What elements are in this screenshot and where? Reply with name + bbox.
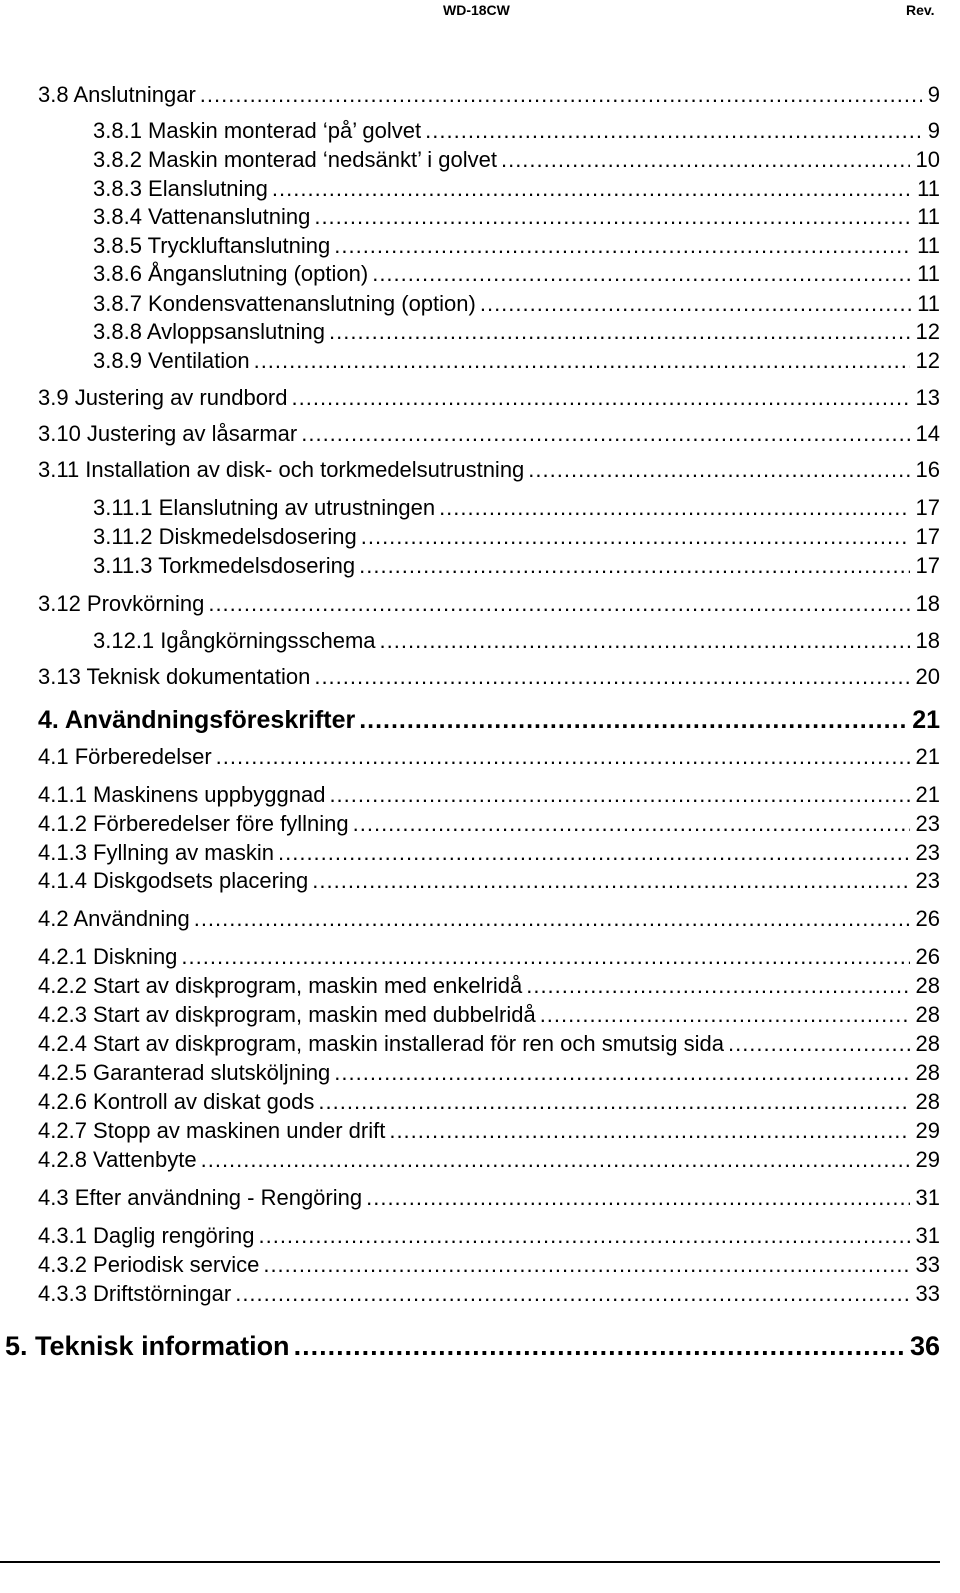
toc-entry-page: 17 bbox=[915, 524, 940, 549]
toc-leader bbox=[353, 810, 910, 838]
toc-entry-title: 3.8.4 Vattenanslutning bbox=[93, 204, 311, 229]
toc-entry[interactable] bbox=[93, 175, 940, 203]
toc-entry-title: 4.2.6 Kontroll av diskat gods bbox=[38, 1089, 315, 1114]
toc-entry-page: 26 bbox=[915, 906, 940, 931]
toc-leader bbox=[294, 1329, 904, 1363]
toc-entry-title: 3.11 Installation av disk- och torkmedelsutrustning bbox=[38, 457, 525, 482]
toc-entry-title: 3.8.5 Tryckluftanslutning bbox=[93, 233, 331, 258]
toc-entry-page: 14 bbox=[915, 421, 940, 446]
toc-entry[interactable] bbox=[93, 494, 940, 522]
toc-entry[interactable] bbox=[38, 420, 940, 448]
toc-entry-page: 18 bbox=[915, 591, 940, 616]
toc-leader bbox=[258, 1222, 909, 1250]
toc-entry[interactable] bbox=[38, 972, 940, 1000]
toc-leader bbox=[216, 743, 910, 771]
toc-entry-title: 3.8.3 Elanslutning bbox=[93, 176, 268, 201]
toc-entry-title: 3.8.9 Ventilation bbox=[93, 348, 250, 373]
toc-entry-page: 33 bbox=[915, 1281, 940, 1306]
toc-leader bbox=[425, 117, 922, 145]
toc-leader bbox=[263, 1251, 909, 1279]
toc-entry-title: 4.1.3 Fyllning av maskin bbox=[38, 840, 274, 865]
toc-leader bbox=[334, 1059, 909, 1087]
toc-entry-title: 4.1.2 Förberedelser före fyllning bbox=[38, 811, 349, 836]
toc-entry-title: 4.2.8 Vattenbyte bbox=[38, 1147, 197, 1172]
toc-entry-title: 3.10 Justering av låsarmar bbox=[38, 421, 298, 446]
toc-leader bbox=[480, 290, 911, 318]
toc-chapter-entry[interactable] bbox=[5, 1329, 940, 1363]
toc-entry[interactable] bbox=[38, 663, 940, 691]
toc-entry-page: 23 bbox=[915, 840, 940, 865]
toc-entry-page: 9 bbox=[927, 82, 940, 107]
toc-leader bbox=[540, 1001, 910, 1029]
toc-entry[interactable] bbox=[93, 627, 940, 655]
toc-leader bbox=[200, 81, 922, 109]
toc-leader bbox=[366, 1184, 909, 1212]
toc-entry-page: 23 bbox=[915, 868, 940, 893]
toc-entry-page: 28 bbox=[915, 1002, 940, 1027]
toc-entry[interactable] bbox=[38, 1088, 940, 1116]
toc-entry-page: 20 bbox=[915, 664, 940, 689]
toc-entry-title: 4.2.7 Stopp av maskinen under drift bbox=[38, 1118, 386, 1143]
toc-entry-title: 3.11.1 Elanslutning av utrustningen bbox=[93, 495, 436, 520]
toc-leader bbox=[314, 663, 909, 691]
toc-entry-page: 36 bbox=[909, 1331, 940, 1361]
toc-entry[interactable] bbox=[38, 1117, 940, 1145]
toc-leader bbox=[272, 175, 911, 203]
toc-leader bbox=[526, 972, 909, 1000]
toc-entry-page: 12 bbox=[915, 348, 940, 373]
toc-entry-title: 4.2.1 Diskning bbox=[38, 944, 178, 969]
footer-rule bbox=[0, 1561, 940, 1563]
toc-entry[interactable] bbox=[93, 117, 940, 145]
toc-leader bbox=[501, 146, 910, 174]
toc-entry[interactable] bbox=[93, 347, 940, 375]
toc-entry-page: 21 bbox=[912, 706, 940, 734]
toc-leader bbox=[208, 590, 909, 618]
toc-entry-title: 4.2.5 Garanterad slutsköljning bbox=[38, 1060, 331, 1085]
toc-entry[interactable] bbox=[38, 1030, 940, 1058]
toc-entry-title: 3.8 Anslutningar bbox=[38, 82, 196, 107]
toc-entry-page: 18 bbox=[915, 628, 940, 653]
toc-leader bbox=[329, 318, 910, 346]
toc-leader bbox=[329, 781, 909, 809]
toc-entry-page: 11 bbox=[917, 204, 940, 229]
toc-leader bbox=[361, 523, 910, 551]
toc-leader bbox=[301, 420, 909, 448]
toc-entry-page: 13 bbox=[915, 385, 940, 410]
toc-entry-page: 29 bbox=[915, 1118, 940, 1143]
toc-entry-title: 4.2 Användning bbox=[38, 906, 190, 931]
toc-entry[interactable] bbox=[38, 384, 940, 412]
toc-entry-page: 12 bbox=[915, 319, 940, 344]
toc-entry[interactable] bbox=[93, 232, 940, 260]
toc-entry-page: 28 bbox=[915, 1031, 940, 1056]
toc-entry-title: 4.3.3 Driftstörningar bbox=[38, 1281, 232, 1306]
toc-entry-page: 11 bbox=[917, 176, 940, 201]
toc-leader bbox=[201, 1146, 910, 1174]
toc-entry-title: 3.11.2 Diskmedelsdosering bbox=[93, 524, 357, 549]
toc-entry-title: 4.3.1 Daglig rengöring bbox=[38, 1223, 255, 1248]
toc-entry-page: 23 bbox=[915, 811, 940, 836]
toc-entry[interactable] bbox=[93, 552, 940, 580]
toc-entry-page: 28 bbox=[915, 1060, 940, 1085]
toc-leader bbox=[318, 1088, 909, 1116]
toc-entry[interactable] bbox=[93, 290, 940, 318]
toc-leader bbox=[312, 867, 909, 895]
toc-entry[interactable] bbox=[38, 1146, 940, 1174]
toc-entry[interactable] bbox=[38, 1251, 940, 1279]
toc-entry[interactable] bbox=[38, 867, 940, 895]
toc-entry-title: 3.8.8 Avloppsanslutning bbox=[93, 319, 325, 344]
toc-entry-page: 10 bbox=[915, 147, 940, 172]
toc-leader bbox=[254, 347, 910, 375]
toc-leader bbox=[528, 456, 909, 484]
toc-entry-title: 3.8.7 Kondensvattenanslutning (option) bbox=[93, 291, 476, 316]
toc-entry-page: 21 bbox=[915, 744, 940, 769]
toc-entry-page: 29 bbox=[915, 1147, 940, 1172]
toc-entry-page: 21 bbox=[915, 782, 940, 807]
toc-leader bbox=[372, 260, 911, 288]
toc-entry-page: 17 bbox=[915, 553, 940, 578]
toc-entry-page: 11 bbox=[917, 261, 940, 286]
toc-entry-page: 31 bbox=[915, 1223, 940, 1248]
toc-entry[interactable] bbox=[38, 1001, 940, 1029]
toc-entry-title: 4.1.1 Maskinens uppbyggnad bbox=[38, 782, 326, 807]
toc-entry[interactable] bbox=[93, 523, 940, 551]
toc-leader bbox=[380, 627, 910, 655]
toc-entry-page: 9 bbox=[927, 118, 940, 143]
toc-entry[interactable] bbox=[38, 743, 940, 771]
toc-entry-title: 4.2.3 Start av diskprogram, maskin med dubbelridå bbox=[38, 1002, 536, 1027]
toc-entry[interactable] bbox=[38, 810, 940, 838]
toc-leader bbox=[334, 232, 911, 260]
toc-entry-title: 5. Teknisk information bbox=[5, 1331, 290, 1361]
toc-entry-title: 3.12.1 Igångkörningsschema bbox=[93, 628, 376, 653]
toc-leader bbox=[389, 1117, 909, 1145]
toc-entry[interactable] bbox=[38, 943, 940, 971]
document-id: WD-18CW bbox=[443, 2, 510, 18]
toc-entry-title: 3.11.3 Torkmedelsdosering bbox=[93, 553, 356, 578]
toc-leader bbox=[728, 1030, 910, 1058]
toc-entry[interactable] bbox=[38, 839, 940, 867]
revision-label: Rev. bbox=[906, 2, 935, 18]
toc-entry-title: 4.3.2 Periodisk service bbox=[38, 1252, 260, 1277]
toc-leader bbox=[359, 552, 909, 580]
toc-leader bbox=[181, 943, 909, 971]
toc-entry-title: 4.1.4 Diskgodsets placering bbox=[38, 868, 309, 893]
toc-entry-title: 3.8.6 Ånganslutning (option) bbox=[93, 261, 369, 286]
toc-entry[interactable] bbox=[93, 260, 940, 288]
toc-leader bbox=[292, 384, 910, 412]
toc-entry[interactable] bbox=[38, 1280, 940, 1308]
toc-entry-page: 33 bbox=[915, 1252, 940, 1277]
toc-entry[interactable] bbox=[38, 1184, 940, 1212]
toc-entry-title: 3.8.1 Maskin monterad ‘på’ golvet bbox=[93, 118, 422, 143]
toc-entry-title: 4.2.2 Start av diskprogram, maskin med enkelridå bbox=[38, 973, 523, 998]
toc-leader bbox=[359, 704, 906, 736]
toc-leader bbox=[194, 905, 910, 933]
toc-entry-title: 3.13 Teknisk dokumentation bbox=[38, 664, 311, 689]
toc-entry-title: 3.12 Provkörning bbox=[38, 591, 205, 616]
toc-leader bbox=[439, 494, 909, 522]
toc-entry-page: 31 bbox=[915, 1185, 940, 1210]
toc-entry[interactable] bbox=[38, 590, 940, 618]
toc-entry[interactable] bbox=[93, 146, 940, 174]
toc-entry-title: 3.8.2 Maskin monterad ‘nedsänkt’ i golvet bbox=[93, 147, 497, 172]
toc-entry[interactable] bbox=[38, 456, 940, 484]
toc-entry-title: 4.2.4 Start av diskprogram, maskin installerad för ren och smutsig sida bbox=[38, 1031, 724, 1056]
toc-entry-page: 11 bbox=[917, 233, 940, 258]
toc-entry-page: 11 bbox=[917, 291, 940, 316]
toc-chapter-entry[interactable] bbox=[38, 704, 940, 736]
toc-entry[interactable] bbox=[38, 1222, 940, 1250]
toc-entry[interactable] bbox=[93, 318, 940, 346]
toc-entry-title: 4.3 Efter användning - Rengöring bbox=[38, 1185, 363, 1210]
toc-entry[interactable] bbox=[93, 203, 940, 231]
toc-entry-page: 17 bbox=[915, 495, 940, 520]
toc-entry[interactable] bbox=[38, 1059, 940, 1087]
toc-entry-page: 28 bbox=[915, 973, 940, 998]
toc-leader bbox=[278, 839, 910, 867]
toc-entry-title: 3.9 Justering av rundbord bbox=[38, 385, 288, 410]
toc-entry-page: 28 bbox=[915, 1089, 940, 1114]
toc-entry-page: 16 bbox=[915, 457, 940, 482]
toc-entry-title: 4.1 Förberedelser bbox=[38, 744, 212, 769]
toc-entry[interactable] bbox=[38, 781, 940, 809]
toc-entry[interactable] bbox=[38, 905, 940, 933]
toc-leader bbox=[235, 1280, 909, 1308]
toc-entry-page: 26 bbox=[915, 944, 940, 969]
toc-entry-title: 4. Användningsföreskrifter bbox=[38, 706, 356, 734]
toc-entry[interactable] bbox=[38, 81, 940, 109]
toc-leader bbox=[314, 203, 911, 231]
